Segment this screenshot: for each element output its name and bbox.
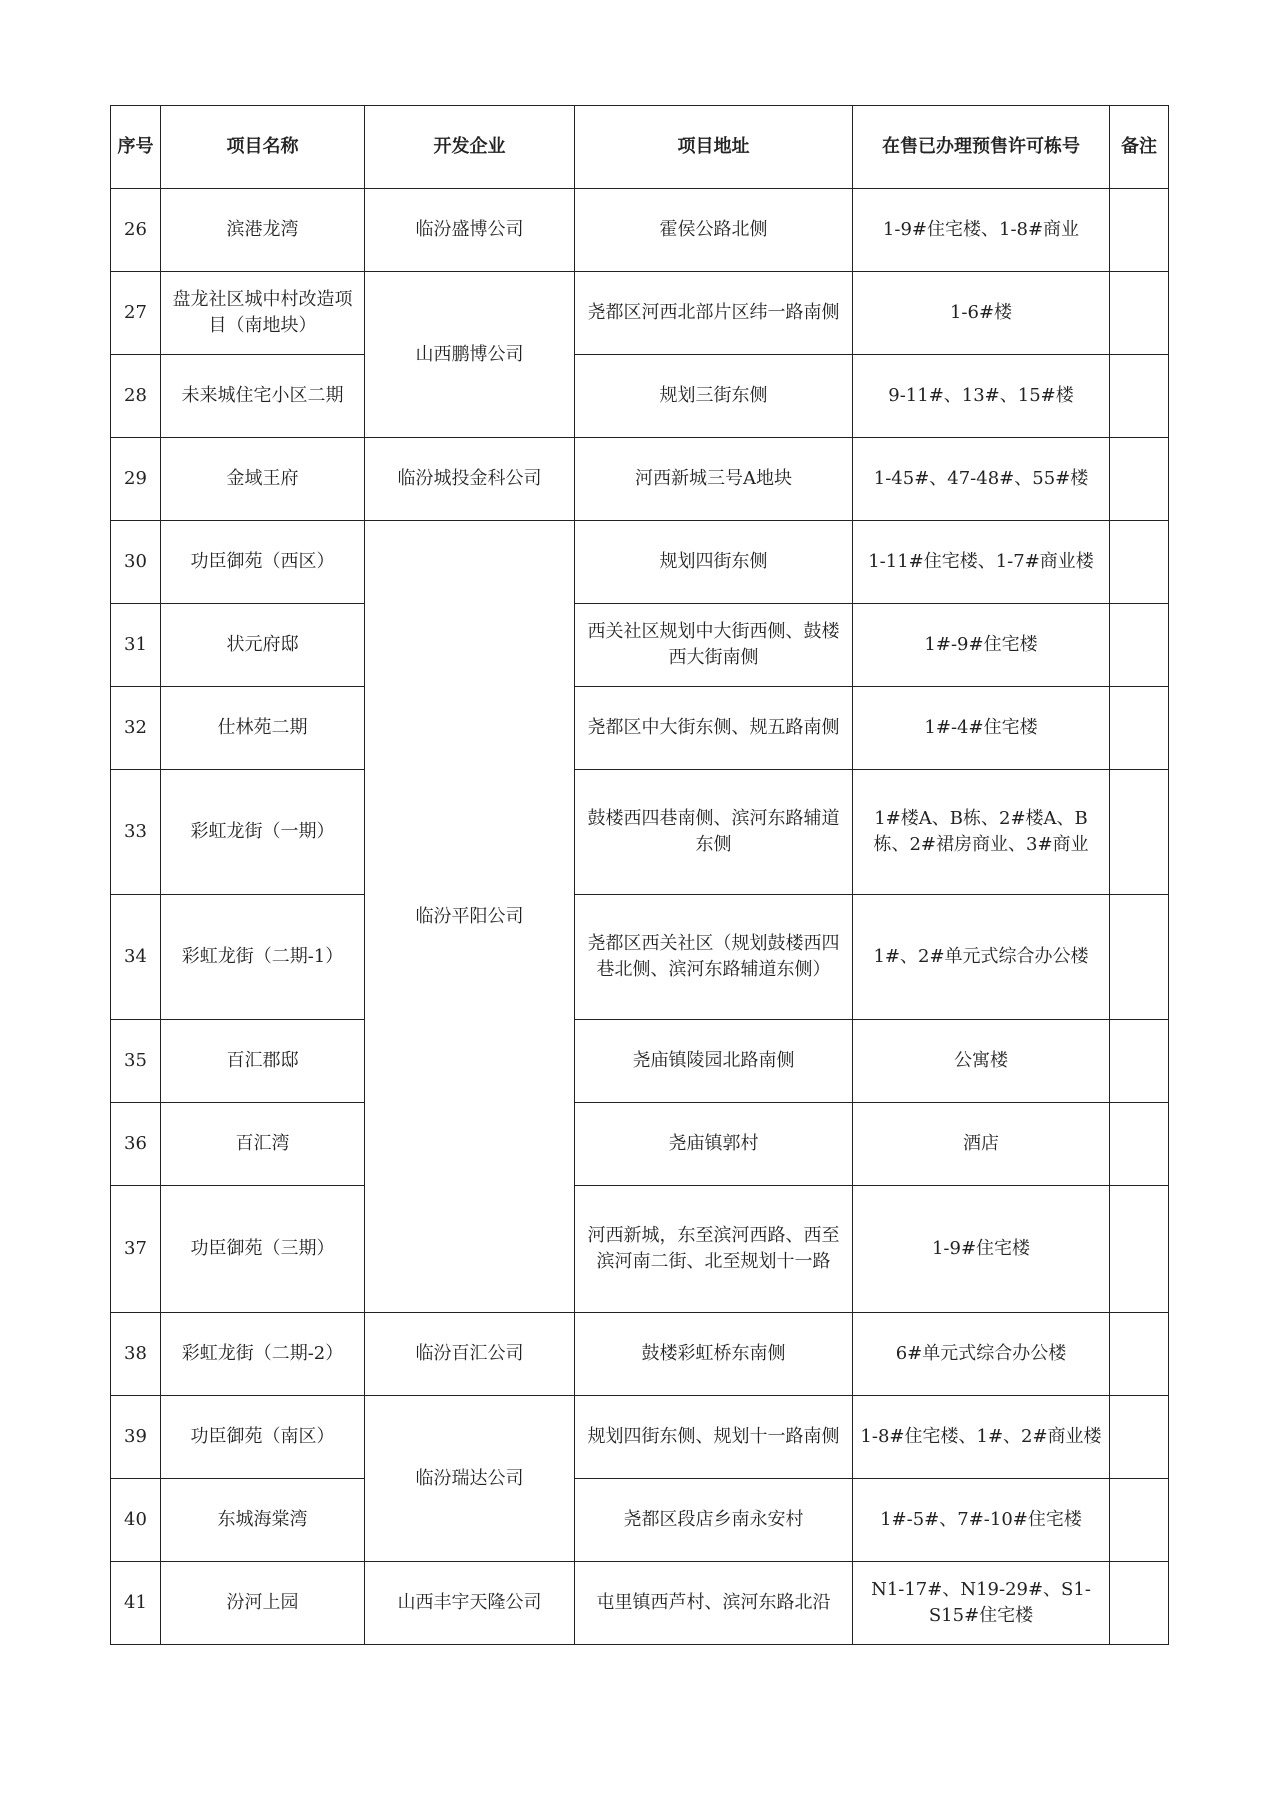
header-project-name: 项目名称	[161, 106, 365, 189]
table-row	[111, 438, 1169, 521]
cell-permit-buildings: 1-11#住宅楼、1-7#商业楼	[853, 521, 1110, 604]
cell-project-address: 鼓楼西四巷南侧、滨河东路辅道东侧	[575, 770, 853, 895]
cell-developer: 临汾城投金科公司	[365, 438, 575, 521]
cell-project-name: 未来城住宅小区二期	[161, 355, 365, 438]
cell-developer: 临汾平阳公司	[365, 521, 575, 1313]
cell-permit-buildings: 1#楼A、B栋、2#楼A、B栋、2#裙房商业、3#商业	[853, 770, 1110, 895]
cell-developer: 临汾瑞达公司	[365, 1396, 575, 1562]
cell-permit-buildings: 6#单元式综合办公楼	[853, 1313, 1110, 1396]
cell-project-address: 鼓楼彩虹桥东南侧	[575, 1313, 853, 1396]
table-row	[111, 1479, 1169, 1562]
cell-project-name: 汾河上园	[161, 1562, 365, 1645]
cell-serial-no: 27	[111, 272, 161, 355]
cell-serial-no: 31	[111, 604, 161, 687]
cell-serial-no: 36	[111, 1103, 161, 1186]
cell-project-name: 功臣御苑（三期）	[161, 1186, 365, 1313]
table-header-row	[111, 106, 1169, 189]
cell-project-address: 尧都区西关社区（规划鼓楼西四巷北侧、滨河东路辅道东侧）	[575, 895, 853, 1020]
cell-serial-no: 34	[111, 895, 161, 1020]
cell-project-name: 仕林苑二期	[161, 687, 365, 770]
cell-serial-no: 32	[111, 687, 161, 770]
cell-project-name: 东城海棠湾	[161, 1479, 365, 1562]
cell-project-address: 尧都区段店乡南永安村	[575, 1479, 853, 1562]
cell-permit-buildings: 1-6#楼	[853, 272, 1110, 355]
presale-permit-table	[110, 105, 1169, 1645]
cell-serial-no: 39	[111, 1396, 161, 1479]
cell-project-address: 尧都区中大街东侧、规五路南侧	[575, 687, 853, 770]
cell-developer: 临汾百汇公司	[365, 1313, 575, 1396]
table-row	[111, 1186, 1169, 1313]
cell-project-name: 彩虹龙街（二期-2）	[161, 1313, 365, 1396]
cell-serial-no: 30	[111, 521, 161, 604]
cell-permit-buildings: 1-9#住宅楼、1-8#商业	[853, 189, 1110, 272]
cell-notes	[1110, 189, 1169, 272]
cell-project-name: 滨港龙湾	[161, 189, 365, 272]
cell-notes	[1110, 895, 1169, 1020]
table-row	[111, 355, 1169, 438]
cell-project-address: 尧都区河西北部片区纬一路南侧	[575, 272, 853, 355]
cell-project-name: 金域王府	[161, 438, 365, 521]
cell-serial-no: 40	[111, 1479, 161, 1562]
table-row	[111, 1562, 1169, 1645]
cell-project-address: 河西新城三号A地块	[575, 438, 853, 521]
table-row	[111, 604, 1169, 687]
cell-developer: 山西鹏博公司	[365, 272, 575, 438]
cell-notes	[1110, 1479, 1169, 1562]
cell-permit-buildings: 酒店	[853, 1103, 1110, 1186]
table-row	[111, 895, 1169, 1020]
cell-project-address: 霍侯公路北侧	[575, 189, 853, 272]
cell-project-address: 屯里镇西芦村、滨河东路北沿	[575, 1562, 853, 1645]
cell-permit-buildings: 1#、2#单元式综合办公楼	[853, 895, 1110, 1020]
cell-project-address: 规划三街东侧	[575, 355, 853, 438]
cell-permit-buildings: N1-17#、N19-29#、S1-S15#住宅楼	[853, 1562, 1110, 1645]
cell-permit-buildings: 1#-5#、7#-10#住宅楼	[853, 1479, 1110, 1562]
cell-permit-buildings: 公寓楼	[853, 1020, 1110, 1103]
cell-serial-no: 26	[111, 189, 161, 272]
table-row	[111, 521, 1169, 604]
cell-serial-no: 33	[111, 770, 161, 895]
header-notes: 备注	[1110, 106, 1169, 189]
table-row	[111, 687, 1169, 770]
table-row	[111, 1396, 1169, 1479]
cell-notes	[1110, 1562, 1169, 1645]
header-project-address: 项目地址	[575, 106, 853, 189]
cell-permit-buildings: 1-9#住宅楼	[853, 1186, 1110, 1313]
header-developer: 开发企业	[365, 106, 575, 189]
table-row	[111, 770, 1169, 895]
cell-project-address: 尧庙镇陵园北路南侧	[575, 1020, 853, 1103]
cell-project-name: 功臣御苑（西区）	[161, 521, 365, 604]
cell-project-name: 彩虹龙街（一期）	[161, 770, 365, 895]
table-row	[111, 1313, 1169, 1396]
cell-project-name: 百汇郡邸	[161, 1020, 365, 1103]
cell-permit-buildings: 1-8#住宅楼、1#、2#商业楼	[853, 1396, 1110, 1479]
cell-notes	[1110, 521, 1169, 604]
cell-permit-buildings: 1#-9#住宅楼	[853, 604, 1110, 687]
cell-project-name: 功臣御苑（南区）	[161, 1396, 365, 1479]
cell-notes	[1110, 272, 1169, 355]
table-row	[111, 1020, 1169, 1103]
cell-serial-no: 37	[111, 1186, 161, 1313]
cell-project-address: 规划四街东侧	[575, 521, 853, 604]
cell-permit-buildings: 1#-4#住宅楼	[853, 687, 1110, 770]
cell-notes	[1110, 604, 1169, 687]
cell-permit-buildings: 1-45#、47-48#、55#楼	[853, 438, 1110, 521]
cell-project-address: 规划四街东侧、规划十一路南侧	[575, 1396, 853, 1479]
table-row	[111, 1103, 1169, 1186]
cell-notes	[1110, 438, 1169, 521]
cell-project-name: 盘龙社区城中村改造项目（南地块）	[161, 272, 365, 355]
cell-project-name: 百汇湾	[161, 1103, 365, 1186]
cell-project-name: 彩虹龙街（二期-1）	[161, 895, 365, 1020]
cell-project-address: 尧庙镇郭村	[575, 1103, 853, 1186]
table-row	[111, 272, 1169, 355]
cell-project-name: 状元府邸	[161, 604, 365, 687]
cell-notes	[1110, 355, 1169, 438]
cell-project-address: 西关社区规划中大街西侧、鼓楼西大街南侧	[575, 604, 853, 687]
header-serial-no: 序号	[111, 106, 161, 189]
cell-project-address: 河西新城，东至滨河西路、西至滨河南二街、北至规划十一路	[575, 1186, 853, 1313]
cell-serial-no: 28	[111, 355, 161, 438]
cell-notes	[1110, 1186, 1169, 1313]
cell-permit-buildings: 9-11#、13#、15#楼	[853, 355, 1110, 438]
cell-notes	[1110, 770, 1169, 895]
cell-developer: 山西丰宇天隆公司	[365, 1562, 575, 1645]
cell-notes	[1110, 687, 1169, 770]
cell-notes	[1110, 1313, 1169, 1396]
cell-serial-no: 35	[111, 1020, 161, 1103]
cell-serial-no: 38	[111, 1313, 161, 1396]
cell-notes	[1110, 1396, 1169, 1479]
cell-notes	[1110, 1020, 1169, 1103]
cell-serial-no: 41	[111, 1562, 161, 1645]
cell-serial-no: 29	[111, 438, 161, 521]
table-row	[111, 189, 1169, 272]
header-permit-buildings: 在售已办理预售许可栋号	[853, 106, 1110, 189]
cell-notes	[1110, 1103, 1169, 1186]
cell-developer: 临汾盛博公司	[365, 189, 575, 272]
